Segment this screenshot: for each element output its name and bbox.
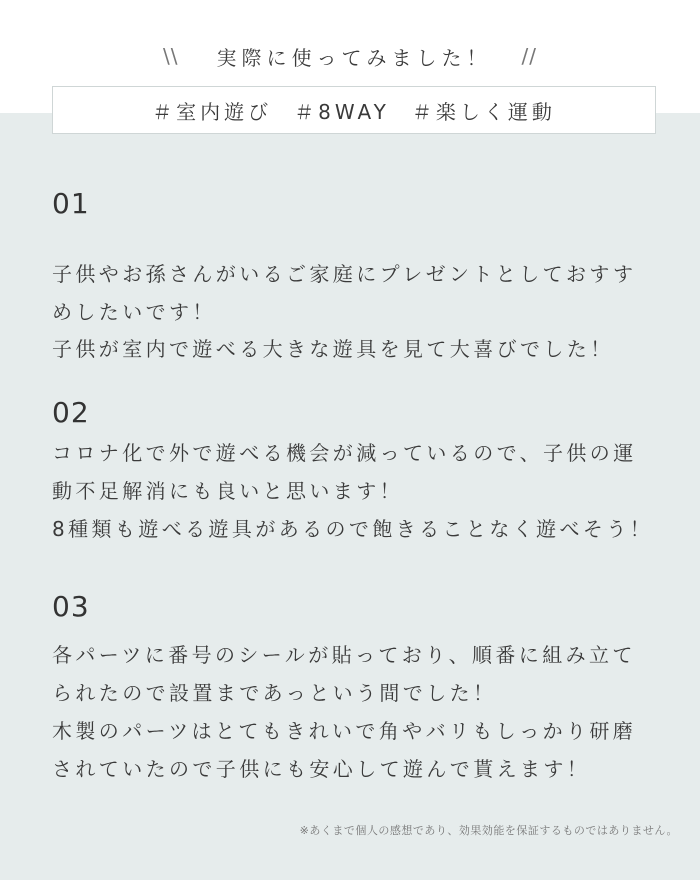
section-number: 01 (52, 187, 90, 220)
disclaimer-note: ※あくまで個人の感想であり、効果効能を保証するものではありません。 (299, 824, 678, 837)
text-line: されていたので子供にも安心して遊んで貰えます！ (52, 757, 591, 781)
section-text (52, 258, 662, 366)
text-line: 子供が室内で遊べる大きな遊具を見て大喜びでした！ (52, 337, 614, 361)
text-line: 各パーツに番号のシールが貼っており、順番に組み立て (52, 643, 636, 667)
text-line: 木製のパーツはとてもきれいで角やバリもしっかり研磨 (52, 719, 637, 743)
decorative-slashes-left: \\ (163, 44, 179, 68)
text-line: 子供やお孫さんがいるご家庭にプレゼントとしておすす (52, 262, 637, 286)
section-02 (52, 396, 662, 546)
text-line: めしたいです！ (52, 300, 216, 324)
tag-8way: ＃8WAY (294, 99, 390, 124)
section-number: 02 (52, 396, 90, 429)
section-number: 03 (52, 590, 90, 623)
tag-box (52, 86, 656, 134)
section-03 (52, 590, 662, 786)
section-text (52, 638, 662, 786)
tag-indoor-play: ＃室内遊び (152, 99, 273, 124)
header (0, 36, 700, 76)
text-line: 動不足解消にも良いと思います！ (52, 479, 403, 503)
section-01 (52, 187, 662, 366)
text-line: 8種類も遊べる遊具があるので飽きることなく遊べそう！ (52, 517, 654, 541)
text-line: られたので設置まであっという間でした！ (52, 681, 497, 705)
decorative-slashes-right: // (521, 44, 537, 68)
tag-fun-exercise: ＃楽しく運動 (411, 99, 556, 124)
section-text (52, 436, 662, 546)
header-title: 実際に使ってみました！ (216, 45, 492, 70)
text-line: コロナ化で外で遊べる機会が減っているので、子供の運 (52, 441, 637, 465)
